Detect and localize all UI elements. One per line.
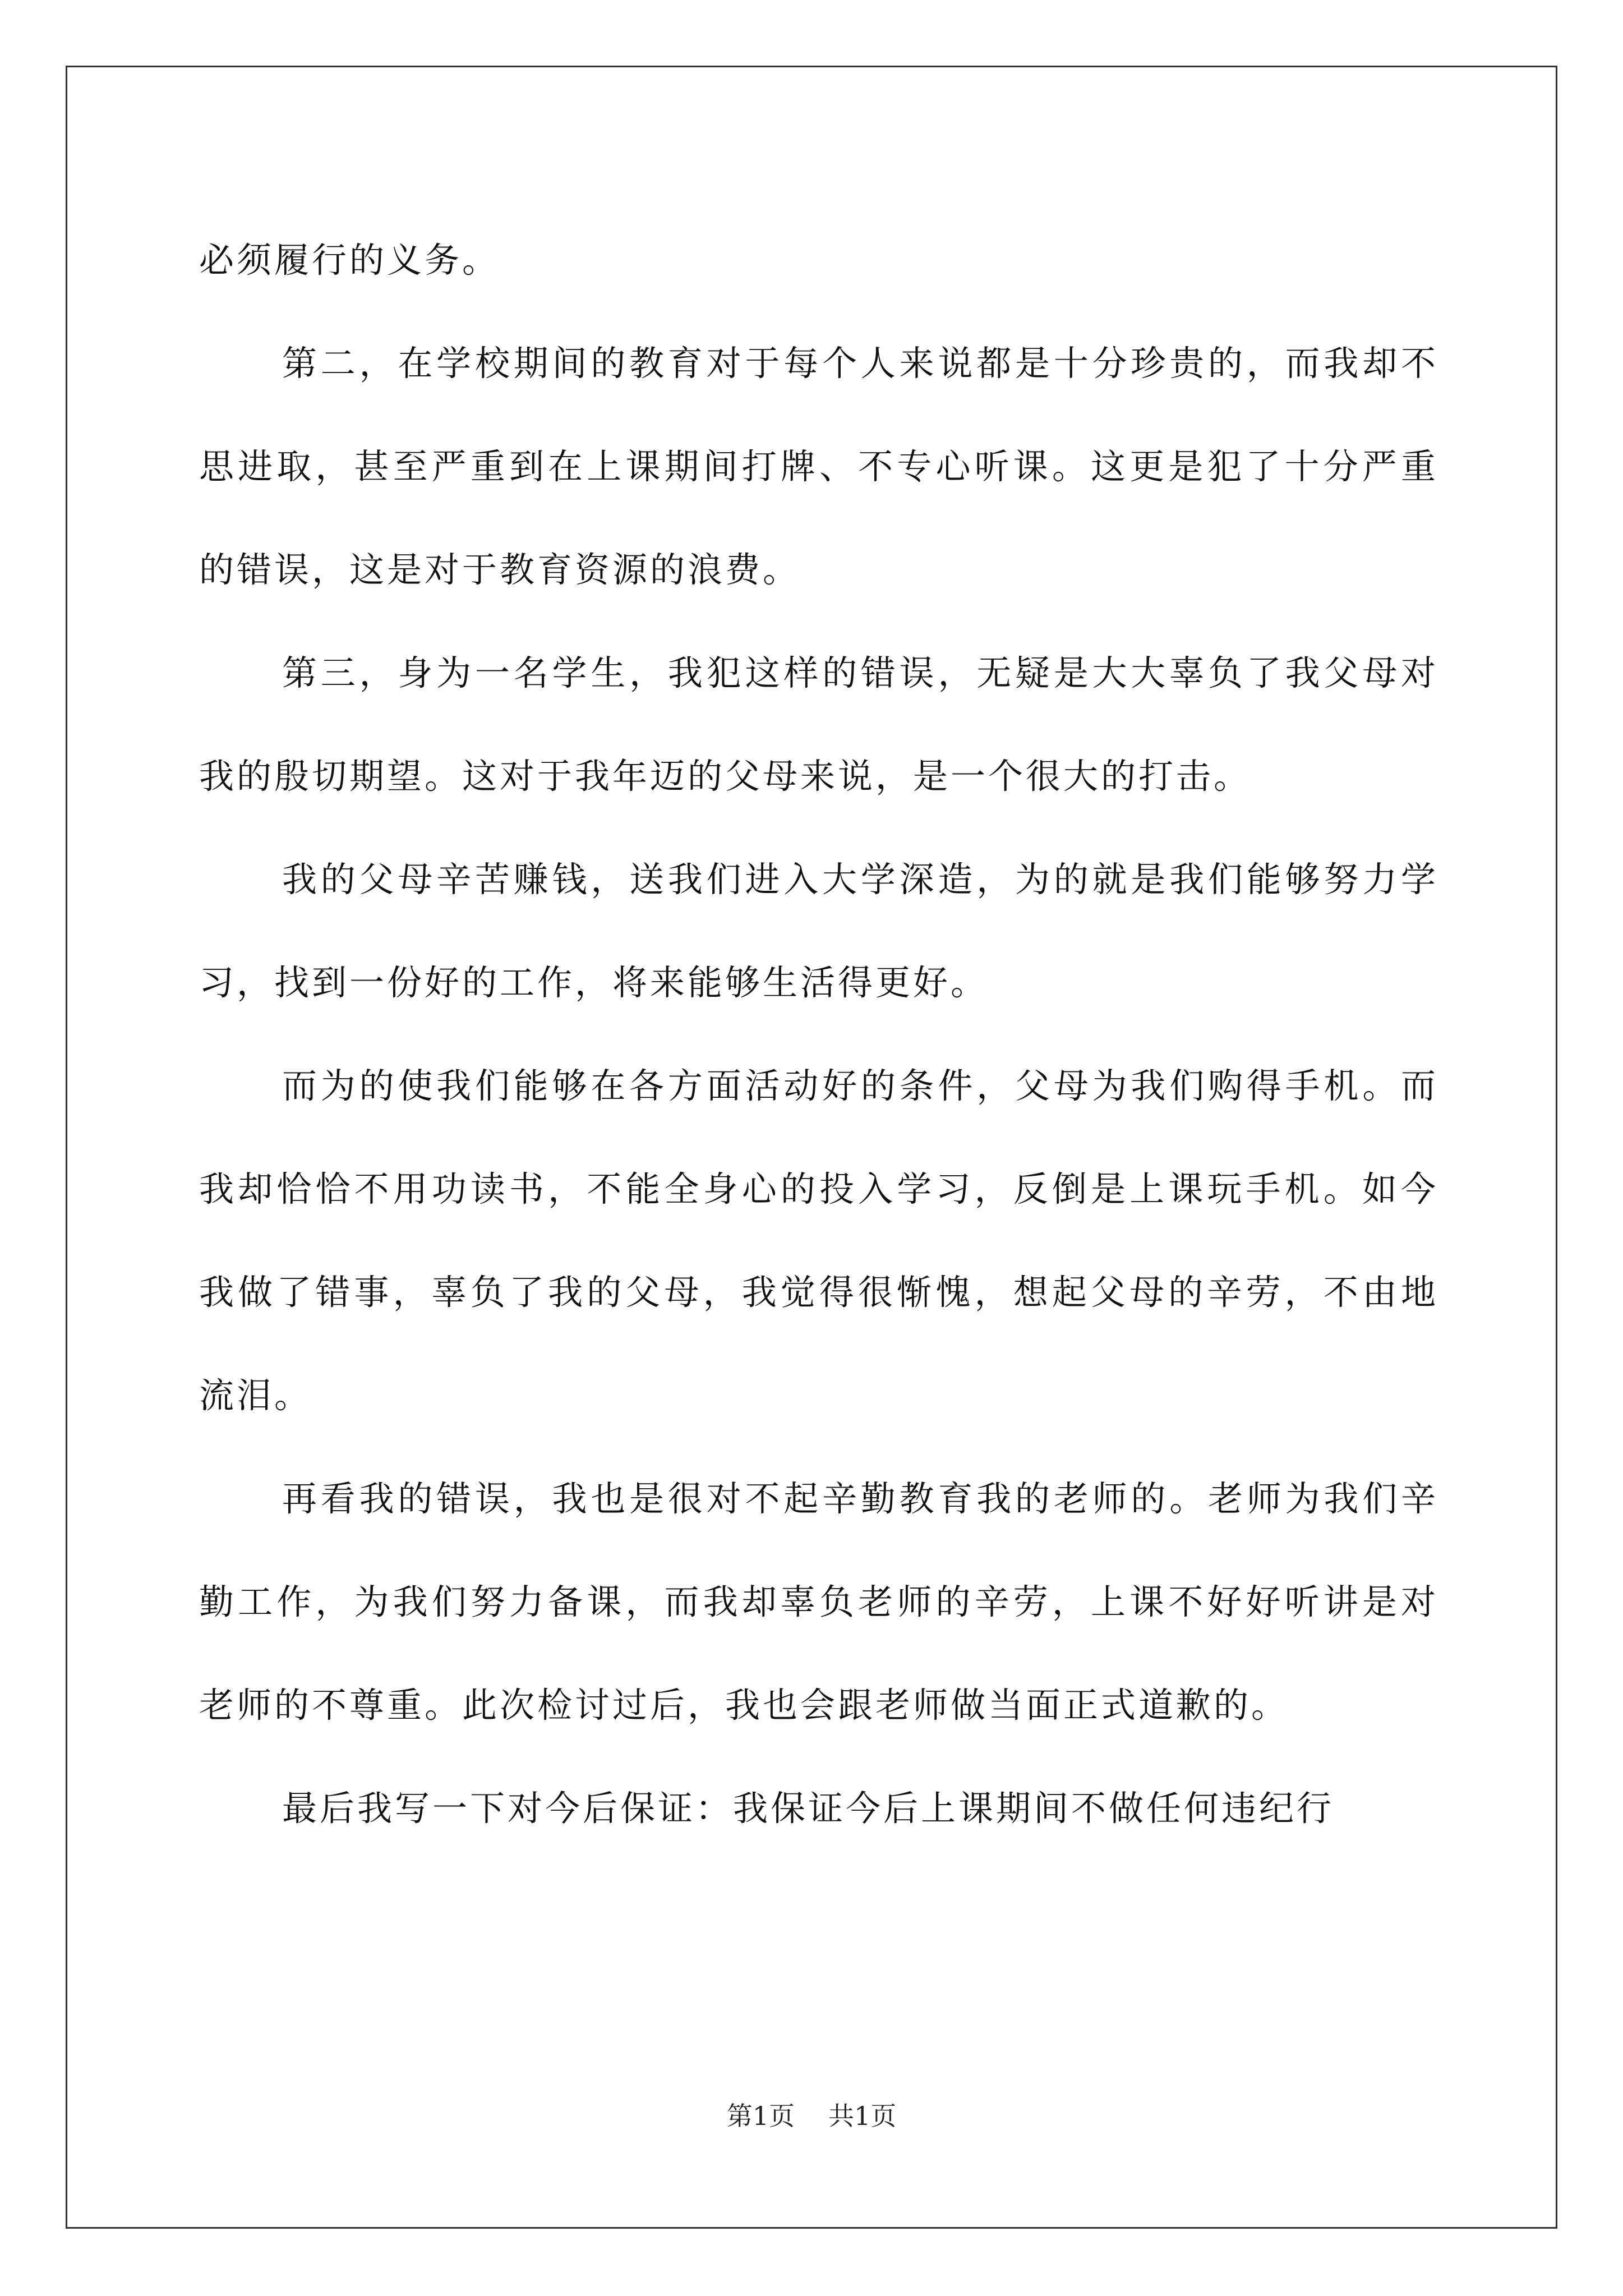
document-body bbox=[199, 209, 1438, 1860]
paragraph-guarantee: 最后我写一下对今后保证：我保证今后上课期间不做任何违纪行 bbox=[282, 1788, 1335, 1829]
paragraph-second-point: 第二，在学校期间的教育对于每个人来说都是十分珍贵的，而我却不思进取，甚至严重到在上课期间打牌、不专心听课。这更是犯了十分严重的错误，这是对于教育资源的浪费。 bbox=[199, 343, 1438, 590]
page-footer bbox=[0, 2096, 1623, 2133]
paragraph-parents-effort: 我的父母辛苦赚钱，送我们进入大学深造，为的就是我们能够努力学习，找到一份好的工作，将来能够生活得更好。 bbox=[199, 859, 1438, 1003]
paragraph-phone: 而为的使我们能够在各方面活动好的条件，父母为我们购得手机。而我却恰恰不用功读书，不能全身心的投入学习，反倒是上课玩手机。如今我做了错事，辜负了我的父母，我觉得很惭愧，想起父母的辛劳，不由地流泪。 bbox=[199, 1065, 1438, 1416]
paragraph-third-point: 第三，身为一名学生，我犯这样的错误，无疑是大大辜负了我父母对我的殷切期望。这对于我年迈的父母来说，是一个很大的打击。 bbox=[199, 652, 1438, 797]
paragraph-continuation: 必须履行的义务。 bbox=[199, 240, 500, 280]
page-number: 第1页 bbox=[726, 2101, 795, 2131]
paragraph-teachers: 再看我的错误，我也是很对不起辛勤教育我的老师的。老师为我们辛勤工作，为我们努力备课，而我却辜负老师的辛劳，上课不好好听讲是对老师的不尊重。此次检讨过后，我也会跟老师做当面正式道歉的。 bbox=[199, 1478, 1438, 1726]
page-total: 共1页 bbox=[828, 2101, 897, 2131]
